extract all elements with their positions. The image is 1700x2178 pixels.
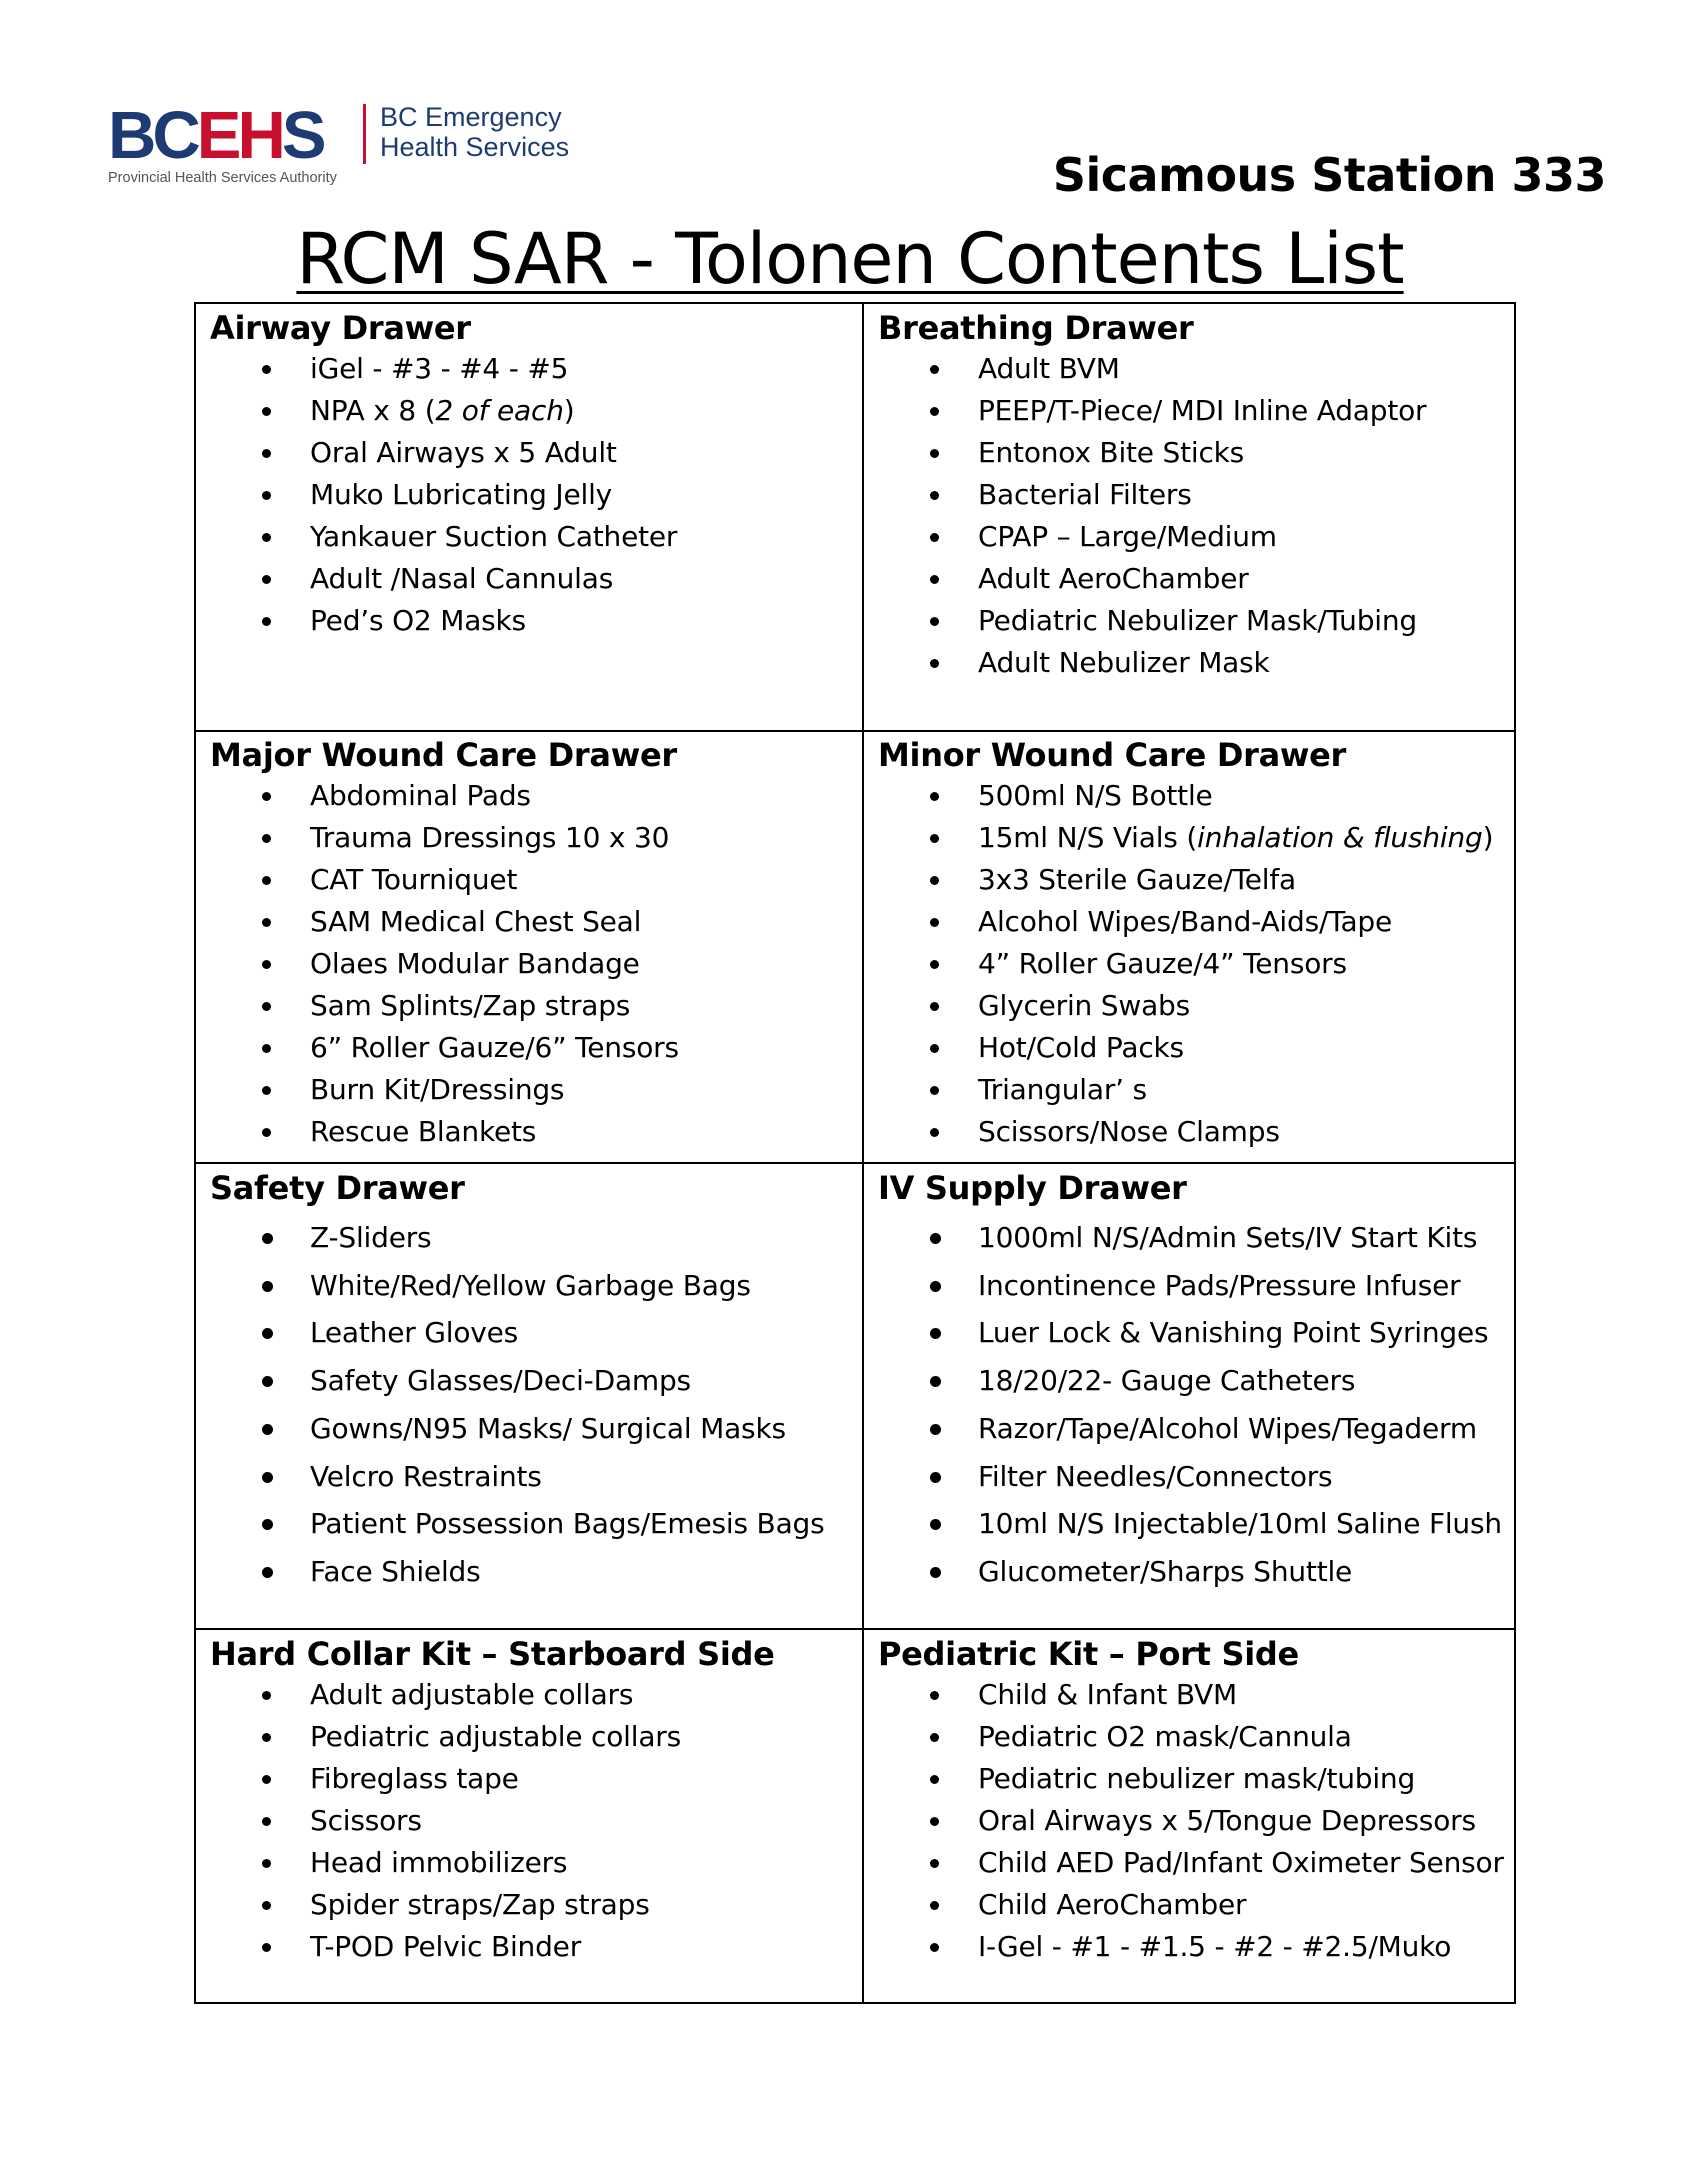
bullet-icon <box>930 1901 939 1910</box>
list-item: Abdominal Pads <box>210 775 679 817</box>
bullet-icon <box>930 533 939 542</box>
list-item: Ped’s O2 Masks <box>210 600 677 642</box>
list-item: Sam Splints/Zap straps <box>210 985 679 1027</box>
bullet-icon <box>262 1943 271 1952</box>
page-title: RCM SAR - Tolonen Contents List <box>296 218 1404 300</box>
bullet-icon <box>262 407 271 416</box>
bullet-icon <box>930 407 939 416</box>
table-divider <box>196 730 1514 732</box>
section-hard-collar-kit <box>210 1634 775 1968</box>
bullet-icon <box>262 1472 273 1483</box>
bullet-icon <box>262 960 271 969</box>
bullet-icon <box>930 876 939 885</box>
table-divider-vertical <box>862 304 864 2002</box>
section-heading: Hard Collar Kit – Starboard Side <box>210 1635 775 1673</box>
bullet-icon <box>930 792 939 801</box>
bcehs-logo <box>108 100 588 190</box>
list-item: 18/20/22- Gauge Catheters <box>878 1357 1502 1405</box>
logo-name: BC Emergency Health Services <box>380 102 570 162</box>
list-item: SAM Medical Chest Seal <box>210 901 679 943</box>
bullet-icon <box>930 1328 941 1339</box>
section-minor-wound-care-drawer <box>878 735 1493 1153</box>
bullet-icon <box>930 491 939 500</box>
bullet-icon <box>262 1376 273 1387</box>
section-heading: Safety Drawer <box>210 1169 465 1207</box>
bullet-icon <box>262 1901 271 1910</box>
bullet-icon <box>930 1817 939 1826</box>
bullet-icon <box>930 449 939 458</box>
section-airway-drawer <box>210 308 677 642</box>
list-item: Glucometer/Sharps Shuttle <box>878 1548 1502 1596</box>
section-breathing-drawer <box>878 308 1426 684</box>
list-item: Adult adjustable collars <box>210 1674 775 1716</box>
bullet-icon <box>262 792 271 801</box>
list-item: 4” Roller Gauze/4” Tensors <box>878 943 1493 985</box>
bullet-icon <box>930 1424 941 1435</box>
list-item: Incontinence Pads/Pressure Infuser <box>878 1262 1502 1310</box>
bullet-icon <box>262 1233 273 1244</box>
list-item: Patient Possession Bags/Emesis Bags <box>210 1500 825 1548</box>
bullet-icon <box>930 1567 941 1578</box>
section-heading: Pediatric Kit – Port Side <box>878 1635 1299 1673</box>
bullet-icon <box>262 1775 271 1784</box>
list-item: Child & Infant BVM <box>878 1674 1504 1716</box>
bullet-icon <box>930 918 939 927</box>
list-item: Oral Airways x 5/Tongue Depressors <box>878 1800 1504 1842</box>
list-item: PEEP/T-Piece/ MDI Inline Adaptor <box>878 390 1426 432</box>
bullet-icon <box>930 1002 939 1011</box>
list-item: Bacterial Filters <box>878 474 1426 516</box>
item-list <box>210 775 679 1153</box>
bullet-icon <box>930 960 939 969</box>
bullet-icon <box>930 1859 939 1868</box>
bullet-icon <box>930 617 939 626</box>
list-item: Child AED Pad/Infant Oximeter Sensor <box>878 1842 1504 1884</box>
list-item: Razor/Tape/Alcohol Wipes/Tegaderm <box>878 1405 1502 1453</box>
list-item: Olaes Modular Bandage <box>210 943 679 985</box>
list-item: Safety Glasses/Deci-Damps <box>210 1357 825 1405</box>
list-item: NPA x 8 (2 of each) <box>210 390 677 432</box>
list-item: Pediatric adjustable collars <box>210 1716 775 1758</box>
item-list <box>210 1674 775 1968</box>
list-item: Rescue Blankets <box>210 1111 679 1153</box>
item-list <box>210 348 677 642</box>
list-item: White/Red/Yellow Garbage Bags <box>210 1262 825 1310</box>
table-divider <box>196 1628 1514 1630</box>
list-item: Hot/Cold Packs <box>878 1027 1493 1069</box>
list-item: Face Shields <box>210 1548 825 1596</box>
list-item: T-POD Pelvic Binder <box>210 1926 775 1968</box>
item-list <box>878 775 1493 1153</box>
bullet-icon <box>262 1002 271 1011</box>
bullet-icon <box>262 1281 273 1292</box>
list-item: Leather Gloves <box>210 1309 825 1357</box>
bullet-icon <box>930 1086 939 1095</box>
bullet-icon <box>930 575 939 584</box>
bullet-icon <box>262 1328 273 1339</box>
list-item: Trauma Dressings 10 x 30 <box>210 817 679 859</box>
bullet-icon <box>262 617 271 626</box>
list-item: Spider straps/Zap straps <box>210 1884 775 1926</box>
bullet-icon <box>262 1424 273 1435</box>
list-item: Scissors <box>210 1800 775 1842</box>
bullet-icon <box>930 365 939 374</box>
list-item: Entonox Bite Sticks <box>878 432 1426 474</box>
bullet-icon <box>262 1086 271 1095</box>
list-item: 6” Roller Gauze/6” Tensors <box>210 1027 679 1069</box>
list-item: Triangular’ s <box>878 1069 1493 1111</box>
bullet-icon <box>262 1128 271 1137</box>
table-divider <box>196 1162 1514 1164</box>
list-item: Scissors/Nose Clamps <box>878 1111 1493 1153</box>
list-item: CAT Tourniquet <box>210 859 679 901</box>
list-item: Fibreglass tape <box>210 1758 775 1800</box>
list-item: Oral Airways x 5 Adult <box>210 432 677 474</box>
bullet-icon <box>930 1233 941 1244</box>
list-item: Alcohol Wipes/Band-Aids/Tape <box>878 901 1493 943</box>
item-list <box>878 348 1426 684</box>
section-safety-drawer <box>210 1168 825 1596</box>
bullet-icon <box>930 659 939 668</box>
list-item: Gowns/N95 Masks/ Surgical Masks <box>210 1405 825 1453</box>
list-item: 1000ml N/S/Admin Sets/IV Start Kits <box>878 1214 1502 1262</box>
bullet-icon <box>930 1472 941 1483</box>
item-list <box>878 1214 1502 1596</box>
list-item: 3x3 Sterile Gauze/Telfa <box>878 859 1493 901</box>
bullet-icon <box>930 1044 939 1053</box>
bullet-icon <box>262 834 271 843</box>
list-item: Luer Lock & Vanishing Point Syringes <box>878 1309 1502 1357</box>
bullet-icon <box>930 1376 941 1387</box>
list-item: Child AeroChamber <box>878 1884 1504 1926</box>
list-item: Pediatric O2 mask/Cannula <box>878 1716 1504 1758</box>
section-major-wound-care-drawer <box>210 735 679 1153</box>
bullet-icon <box>262 533 271 542</box>
list-item: Burn Kit/Dressings <box>210 1069 679 1111</box>
bullet-icon <box>262 1691 271 1700</box>
bullet-icon <box>930 1128 939 1137</box>
bullet-icon <box>930 834 939 843</box>
list-item: Velcro Restraints <box>210 1453 825 1501</box>
bullet-icon <box>262 1044 271 1053</box>
list-item: Pediatric nebulizer mask/tubing <box>878 1758 1504 1800</box>
bullet-icon <box>930 1691 939 1700</box>
contents-table <box>194 302 1516 2004</box>
bullet-icon <box>930 1943 939 1952</box>
bullet-icon <box>262 1567 273 1578</box>
section-heading: Minor Wound Care Drawer <box>878 736 1347 774</box>
list-item: Adult BVM <box>878 348 1426 390</box>
station-name: Sicamous Station 333 <box>1052 148 1606 202</box>
logo-divider <box>363 104 366 164</box>
bullet-icon <box>930 1281 941 1292</box>
section-pediatric-kit <box>878 1634 1504 1968</box>
item-list <box>878 1674 1504 1968</box>
bullet-icon <box>262 1733 271 1742</box>
list-item: iGel - #3 - #4 - #5 <box>210 348 677 390</box>
list-item: Adult Nebulizer Mask <box>878 642 1426 684</box>
list-item: Muko Lubricating Jelly <box>210 474 677 516</box>
bullet-icon <box>262 491 271 500</box>
list-item: I-Gel - #1 - #1.5 - #2 - #2.5/Muko <box>878 1926 1504 1968</box>
list-item: Yankauer Suction Catheter <box>210 516 677 558</box>
section-iv-supply-drawer <box>878 1168 1502 1596</box>
bullet-icon <box>930 1775 939 1784</box>
list-item: Head immobilizers <box>210 1842 775 1884</box>
bullet-icon <box>930 1519 941 1530</box>
list-item: Z-Sliders <box>210 1214 825 1262</box>
bullet-icon <box>930 1733 939 1742</box>
section-heading: Airway Drawer <box>210 309 471 347</box>
list-item: 15ml N/S Vials (inhalation & flushing) <box>878 817 1493 859</box>
bullet-icon <box>262 575 271 584</box>
bullet-icon <box>262 1519 273 1530</box>
bullet-icon <box>262 449 271 458</box>
item-list <box>210 1214 825 1596</box>
bullet-icon <box>262 918 271 927</box>
bullet-icon <box>262 1817 271 1826</box>
bullet-icon <box>262 876 271 885</box>
bullet-icon <box>262 365 271 374</box>
logo-wordmark: BCEHS <box>108 98 323 173</box>
list-item: Adult /Nasal Cannulas <box>210 558 677 600</box>
list-item: 500ml N/S Bottle <box>878 775 1493 817</box>
list-item: Pediatric Nebulizer Mask/Tubing <box>878 600 1426 642</box>
logo-subtitle: Provincial Health Services Authority <box>108 170 337 186</box>
list-item: Filter Needles/Connectors <box>878 1453 1502 1501</box>
list-item: Adult AeroChamber <box>878 558 1426 600</box>
section-heading: Major Wound Care Drawer <box>210 736 677 774</box>
bullet-icon <box>262 1859 271 1868</box>
list-item: Glycerin Swabs <box>878 985 1493 1027</box>
list-item: CPAP – Large/Medium <box>878 516 1426 558</box>
section-heading: IV Supply Drawer <box>878 1169 1187 1207</box>
section-heading: Breathing Drawer <box>878 309 1194 347</box>
list-item: 10ml N/S Injectable/10ml Saline Flush <box>878 1500 1502 1548</box>
